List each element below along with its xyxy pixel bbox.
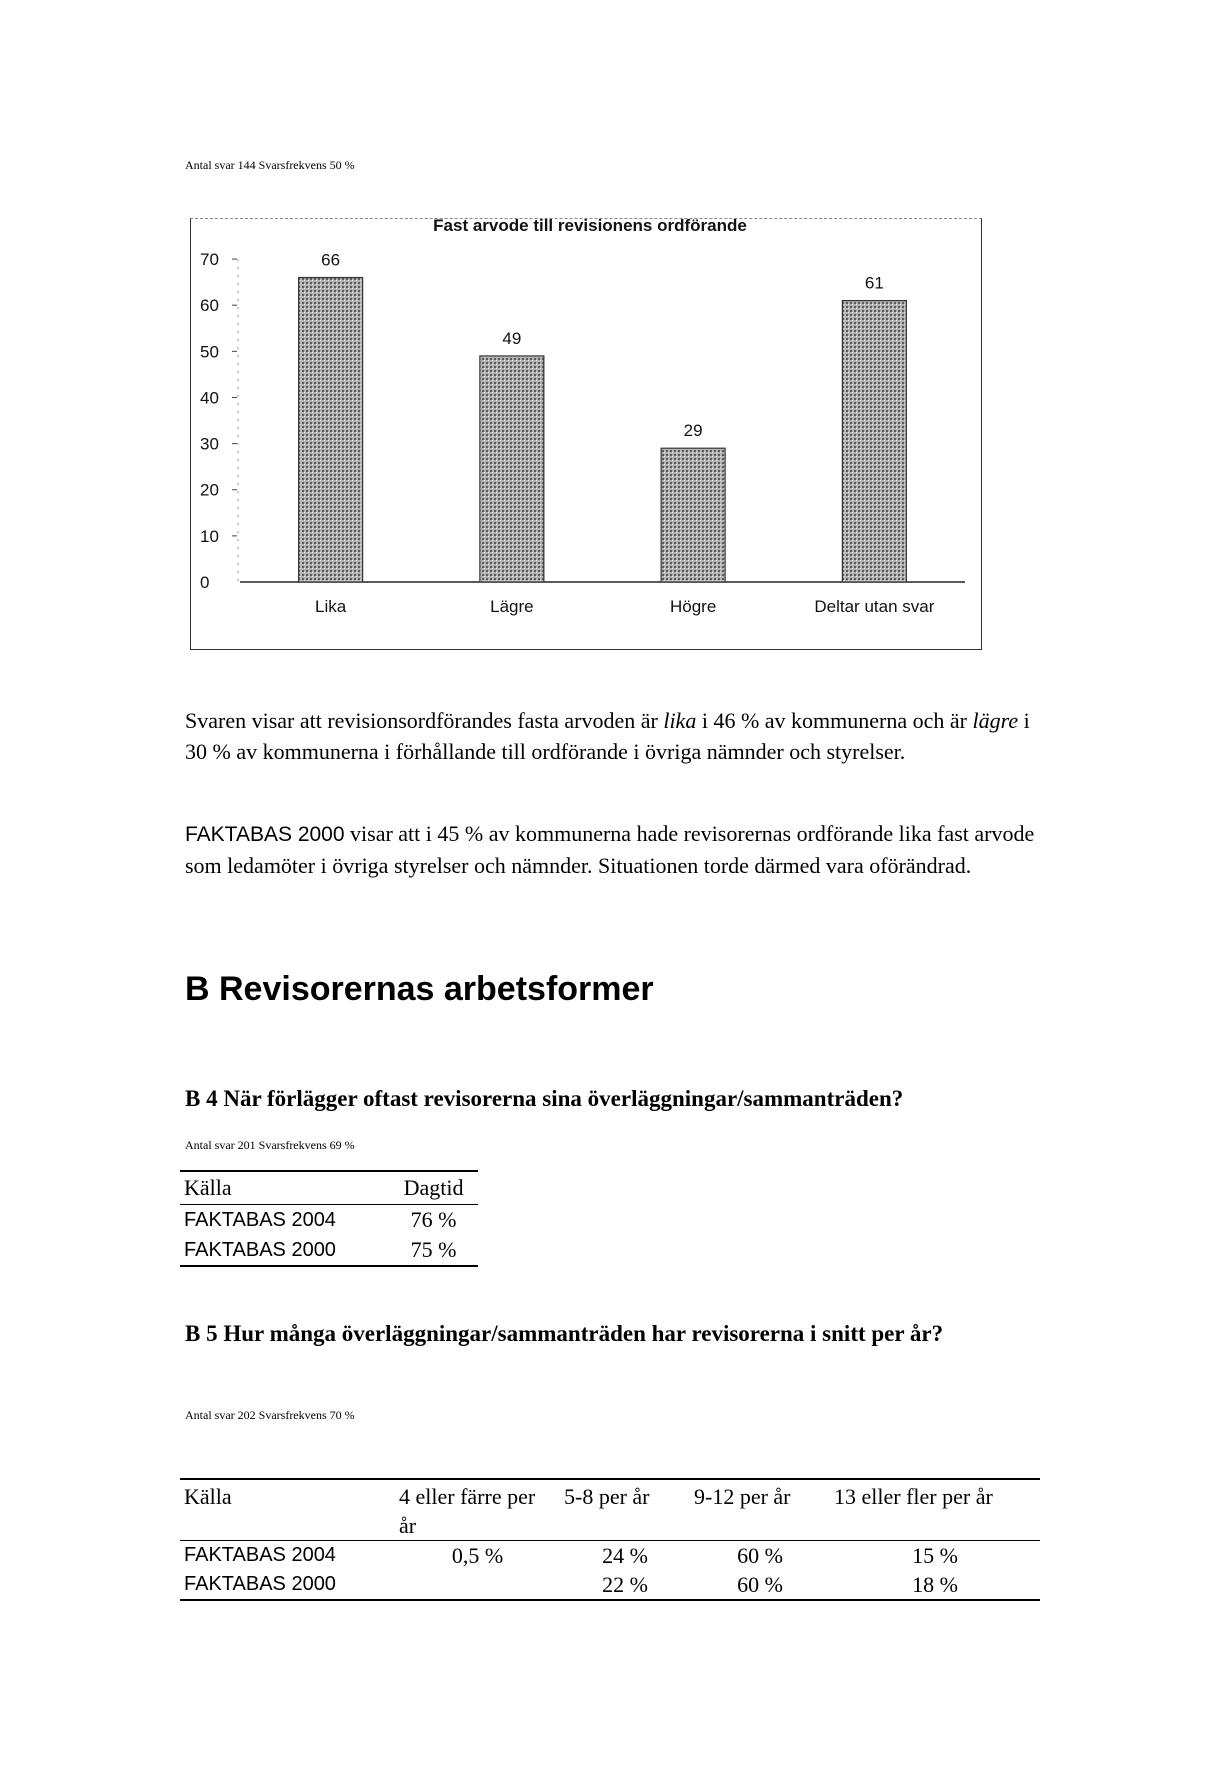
y-tick-label: 50	[200, 342, 219, 362]
y-tick-label: 60	[200, 296, 219, 316]
table-b5-header-col2: 5-8 per år	[560, 1479, 690, 1541]
y-tick-label: 20	[200, 480, 219, 500]
y-tick-label: 0	[200, 573, 210, 592]
table-cell: FAKTABAS 2004	[184, 1208, 336, 1231]
table-cell: 15 %	[912, 1542, 958, 1568]
table-cell: 22 %	[560, 1570, 690, 1600]
paragraph-1-em-lagre: lägre	[972, 708, 1019, 733]
table-cell: FAKTABAS 2004	[184, 1544, 336, 1566]
bar	[842, 301, 906, 582]
x-tick-label: Deltar utan svar	[814, 597, 935, 616]
paragraph-1-text-a: Svaren visar att revisionsordförandes fasta arvoden är	[185, 708, 664, 733]
survey-note-b4: Antal svar 201 Svarsfrekvens 69 %	[185, 1138, 355, 1152]
bar-chart	[190, 218, 982, 650]
table-cell: 18 %	[830, 1570, 1040, 1600]
table-b5-header-source: Källa	[180, 1479, 395, 1541]
paragraph-2-text: visar att i 45 % av kommunerna hade revisorernas ordförande lika fast arvode som ledamöter i övriga styrelser och nämnder. Situationen torde därmed vara oförändrad.	[185, 821, 1035, 878]
table-b5	[180, 1478, 1040, 1601]
table-b5-header-col4: 13 eller fler per år	[830, 1479, 1040, 1541]
table-cell: 60 %	[690, 1570, 830, 1600]
table-b4-header	[180, 1171, 478, 1205]
bar-value-label: 66	[321, 250, 341, 270]
x-tick-label: Lika	[315, 597, 347, 616]
table-row	[180, 1235, 478, 1266]
paragraph-1-text-c: i 30 % av kommunerna i förhållande till ordförande i övriga nämnder och styrelser.	[185, 708, 1030, 764]
bar-value-label: 49	[502, 328, 522, 348]
bar-value-label: 61	[864, 273, 884, 293]
table-cell: 76 %	[410, 1207, 457, 1232]
chart-title: Fast arvode till revisionens ordförande	[433, 218, 747, 235]
survey-note-b5: Antal svar 202 Svarsfrekvens 70 %	[185, 1408, 355, 1422]
table-row	[180, 1205, 478, 1236]
table-cell: 75 %	[389, 1235, 478, 1266]
question-b4: B 4 När förlägger oftast revisorerna sina överläggningar/sammanträden?	[185, 1086, 904, 1111]
paragraph-1-em-lika: lika	[663, 708, 697, 733]
paragraph-1-text-b: i 46 % av kommunerna och är	[696, 708, 973, 733]
table-b4-header-daytime: Dagtid	[389, 1171, 478, 1205]
table-row	[180, 1570, 1040, 1600]
section-heading: B Revisorernas arbetsformer	[185, 970, 654, 1008]
paragraph-1	[185, 705, 1045, 767]
table-cell: 24 %	[602, 1542, 648, 1568]
table-cell: FAKTABAS 2000	[180, 1235, 389, 1266]
bar	[661, 448, 725, 582]
y-tick-label: 10	[200, 526, 219, 546]
table-b4	[180, 1170, 478, 1267]
x-tick-label: Högre	[669, 597, 717, 616]
table-b4-header-source: Källa	[180, 1171, 389, 1205]
question-b5: B 5 Hur många överläggningar/sammanträden har revisorerna i snitt per år?	[185, 1321, 944, 1346]
table-cell	[395, 1570, 560, 1600]
table-cell: FAKTABAS 2000	[180, 1570, 395, 1600]
paragraph-2-source: FAKTABAS 2000	[185, 823, 345, 846]
bar-value-label: 29	[683, 421, 703, 441]
y-tick-label: 30	[200, 434, 219, 454]
table-row	[180, 1541, 1040, 1571]
table-b5-header-col3: 9-12 per år	[690, 1479, 830, 1541]
x-tick-label: Lägre	[490, 597, 534, 616]
paragraph-2	[185, 818, 1045, 881]
y-tick-label: 40	[200, 388, 219, 408]
bar	[480, 356, 544, 582]
y-tick-label: 70	[200, 250, 219, 270]
table-b5-header	[180, 1479, 1040, 1541]
table-b5-header-col1: 4 eller färre per år	[395, 1479, 560, 1541]
table-cell: 60 %	[737, 1542, 783, 1568]
survey-note-chart: Antal svar 144 Svarsfrekvens 50 %	[185, 158, 355, 172]
bar	[299, 278, 363, 582]
table-cell: 0,5 %	[451, 1542, 504, 1568]
